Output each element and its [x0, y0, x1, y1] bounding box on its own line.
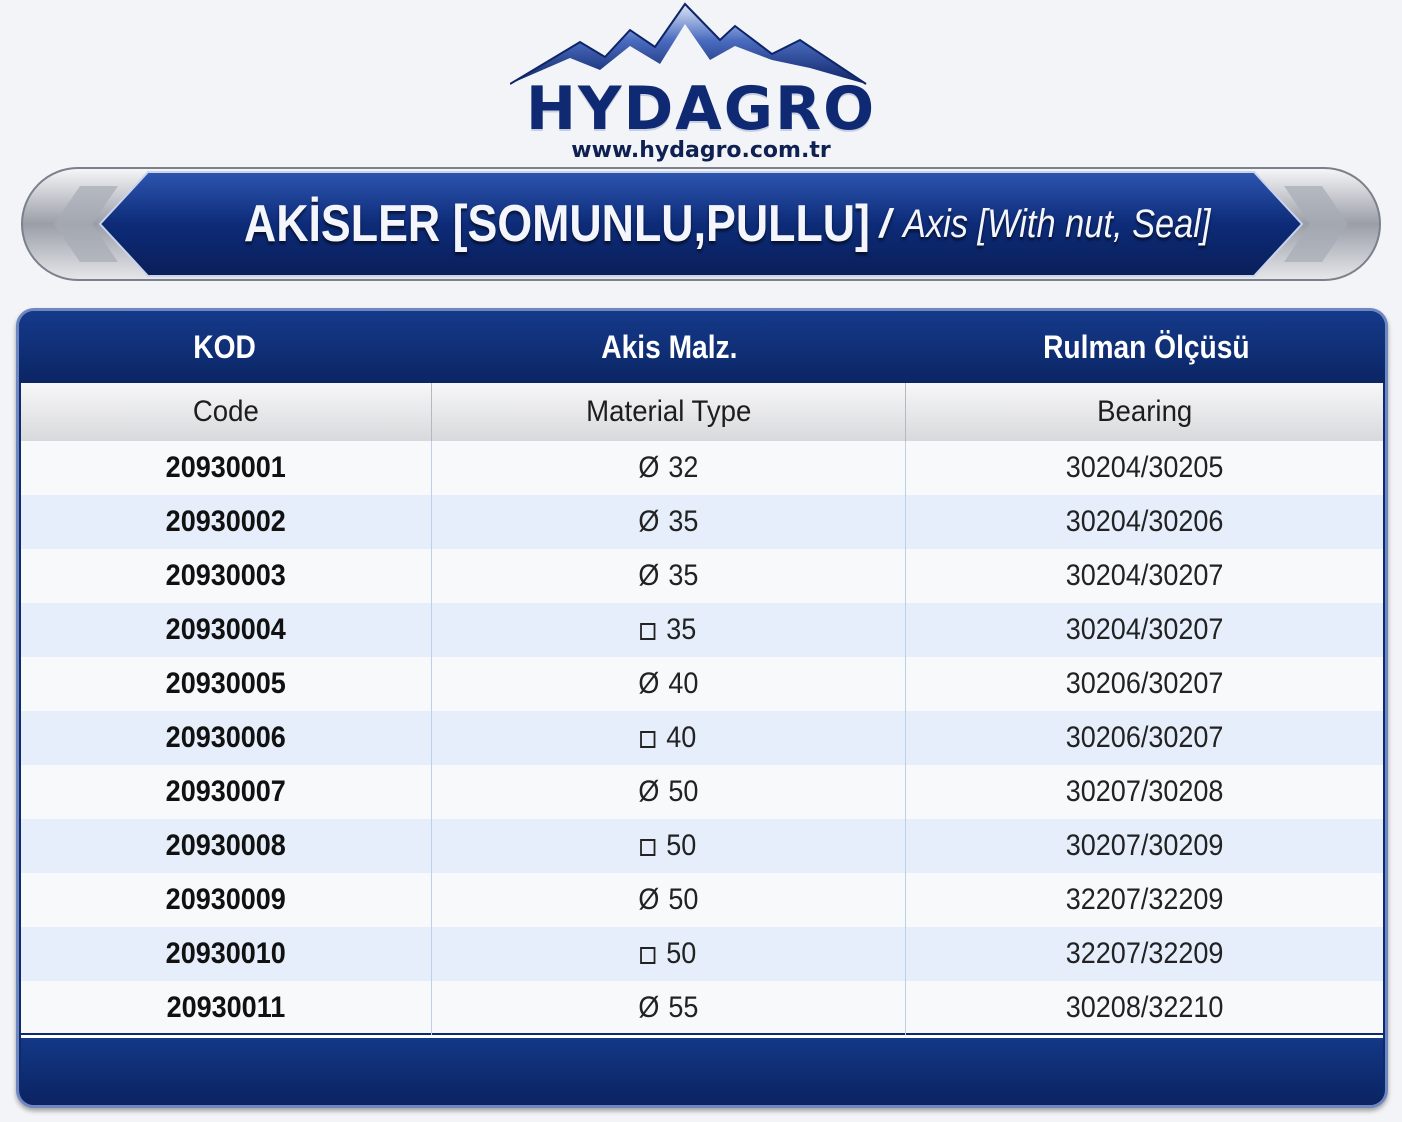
- material-size: 50: [668, 775, 699, 808]
- subheader-code: Code: [21, 383, 432, 441]
- cell-material-type: [432, 765, 907, 819]
- header-kod: KOD: [193, 328, 257, 365]
- website-url: www.hydagro.com.tr: [571, 138, 831, 163]
- cell-bearing: 30204/30207: [1065, 559, 1224, 592]
- material-size: 35: [666, 613, 697, 646]
- cell-code: 20930008: [21, 819, 432, 873]
- cell-code: 20930005: [21, 657, 432, 711]
- diameter-symbol: Ø: [638, 451, 660, 484]
- material-size: 50: [666, 829, 697, 862]
- diameter-symbol: Ø: [638, 505, 660, 538]
- table-body: [21, 441, 1383, 1033]
- material-size: 35: [668, 505, 699, 538]
- table-row: [21, 495, 1383, 549]
- subheader-bearing: Bearing: [1097, 395, 1193, 428]
- material-size: 35: [668, 559, 699, 592]
- table-row: [21, 927, 1383, 981]
- cell-material-type: [432, 657, 907, 711]
- cell-code: 20930001: [21, 441, 432, 495]
- cell-bearing: 30207/30208: [1065, 775, 1224, 808]
- table-row: [21, 765, 1383, 819]
- table-row: [21, 981, 1383, 1035]
- title-turkish: AKİSLER [SOMUNLU,PULLU]: [243, 195, 870, 253]
- square-profile-icon: [641, 623, 656, 640]
- cell-code: 20930010: [21, 927, 432, 981]
- cell-bearing: 30206/30207: [1065, 667, 1224, 700]
- diameter-symbol: Ø: [638, 559, 660, 592]
- table-row: [21, 873, 1383, 927]
- title-separator: /: [879, 201, 891, 246]
- table-subheader-row: [21, 383, 1383, 441]
- table-row: [21, 819, 1383, 873]
- product-table: [16, 308, 1388, 1108]
- cell-material-type: [432, 873, 907, 927]
- cell-bearing: 30204/30205: [1065, 451, 1224, 484]
- cell-material-type: [432, 927, 907, 981]
- cell-material-type: [432, 441, 907, 495]
- cell-bearing: 30206/30207: [1065, 721, 1224, 754]
- material-size: 40: [666, 721, 697, 754]
- header-rulman-olcusu: Rulman Ölçüsü: [1042, 328, 1250, 365]
- header-akis-malz: Akis Malz.: [600, 328, 738, 365]
- table-row: [21, 549, 1383, 603]
- cell-bearing: 30204/30207: [1065, 613, 1224, 646]
- cell-material-type: [432, 711, 907, 765]
- material-size: 32: [668, 451, 699, 484]
- cell-material-type: [432, 819, 907, 873]
- cell-code: 20930009: [21, 873, 432, 927]
- cell-material-type: [432, 549, 907, 603]
- material-size: 40: [668, 667, 699, 700]
- hydagro-logo: [0, 0, 1402, 168]
- banner-title: [20, 166, 1382, 282]
- cell-material-type: [432, 603, 907, 657]
- title-english: Axis [With nut, Seal]: [902, 201, 1211, 246]
- cell-bearing: 30208/32210: [1065, 991, 1224, 1024]
- diameter-symbol: Ø: [638, 667, 660, 700]
- title-banner: [20, 166, 1382, 282]
- table-row: [21, 657, 1383, 711]
- cell-code: 20930002: [21, 495, 432, 549]
- cell-bearing: 32207/32209: [1065, 883, 1224, 916]
- table-row: [21, 441, 1383, 495]
- table-row: [21, 603, 1383, 657]
- cell-material-type: [432, 495, 907, 549]
- table-row: [21, 711, 1383, 765]
- table-header-row: [19, 311, 1385, 383]
- cell-code: 20930007: [21, 765, 432, 819]
- diameter-symbol: Ø: [638, 883, 660, 916]
- material-size: 50: [666, 937, 697, 970]
- material-size: 55: [668, 991, 699, 1024]
- cell-bearing: 30204/30206: [1065, 505, 1224, 538]
- cell-bearing: 30207/30209: [1065, 829, 1224, 862]
- square-profile-icon: [641, 731, 656, 748]
- subheader-material-type: Material Type: [432, 383, 907, 441]
- brand-name: HYDAGRO: [525, 74, 877, 144]
- cell-code: 20930011: [21, 981, 432, 1035]
- cell-code: 20930003: [21, 549, 432, 603]
- square-profile-icon: [641, 839, 656, 856]
- diameter-symbol: Ø: [638, 991, 660, 1024]
- cell-material-type: [432, 981, 907, 1035]
- cell-bearing: 32207/32209: [1065, 937, 1224, 970]
- material-size: 50: [668, 883, 699, 916]
- cell-code: 20930004: [21, 603, 432, 657]
- cell-code: 20930006: [21, 711, 432, 765]
- table-footer: [21, 1035, 1383, 1105]
- diameter-symbol: Ø: [638, 775, 660, 808]
- square-profile-icon: [641, 947, 656, 964]
